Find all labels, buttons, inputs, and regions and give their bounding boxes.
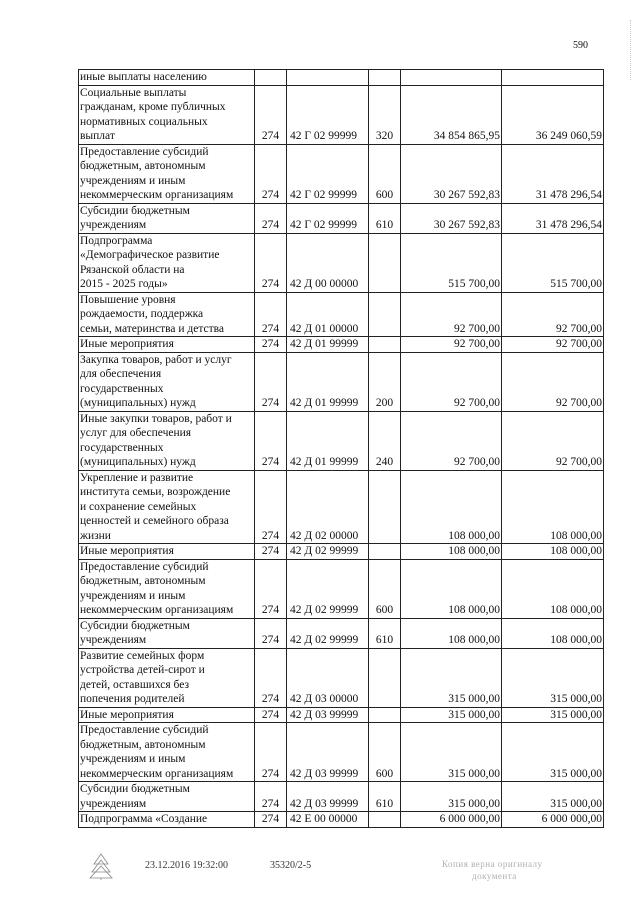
expense-type-code [369,544,401,560]
row-name-line: 2015 - 2025 годы» [80,278,168,290]
row-name-line: жизни [80,529,111,542]
ministry-code: 274 [255,812,287,828]
expense-type-code [369,648,401,707]
article-code: 42 Г 02 99999 [287,144,369,203]
row-name [79,352,255,411]
article-code: 42 Г 02 99999 [287,85,369,144]
amount-2017: 315 000,00 [401,648,502,707]
row-name [79,233,255,292]
row-name-line: государственных [80,382,164,395]
row-name-line: государственных [80,441,164,454]
row-name-line: учреждениям [80,634,147,646]
row-name-line: Субсидии бюджетным [80,783,190,795]
row-name-line: Субсидии бюджетным [80,204,190,217]
article-code: 42 Д 00 00000 [287,233,369,292]
expense-type-code: 200 [369,352,401,411]
row-name-line: некоммерческим организациям [80,189,234,201]
row-name-line: устройства детей-сирот и [80,664,205,676]
row-name [79,203,255,233]
ministry-code: 274 [255,544,287,560]
table-row [79,470,604,544]
amount-2018: 108 000,00 [502,559,604,618]
expense-type-code: 600 [369,144,401,203]
row-name-line: семьи, материнства и детства [80,322,225,335]
row-name-line: учреждениям и иным [80,753,186,765]
row-name-line: детей, оставшихся без [80,678,190,691]
article-code: 42 Д 03 99999 [287,723,369,782]
ministry-code: 274 [255,233,287,292]
amount-2017: 92 700,00 [401,352,502,411]
table-row [79,233,604,292]
row-name-line: Подпрограмма «Создание [80,813,208,825]
amount-2018: 6 000 000,00 [502,812,604,828]
amount-2017 [401,70,502,86]
row-name-line: «Демографическое развитие [80,249,220,261]
ministry-code: 274 [255,470,287,544]
row-name-line: ценностей и семейного образа [80,515,229,527]
row-name-line: учреждениям и иным [80,174,186,187]
amount-2018: 315 000,00 [502,707,604,723]
article-code: 42 Д 01 00000 [287,292,369,337]
amount-2017: 92 700,00 [401,411,502,470]
ministry-code: 274 [255,352,287,411]
row-name-line: Иные мероприятия [80,338,174,350]
article-code: 42 Г 02 99999 [287,203,369,233]
amount-2017: 515 700,00 [401,233,502,292]
row-name-line: Подпрограмма [80,234,153,247]
amount-2017: 30 267 592,83 [401,144,502,203]
row-name-line: Повышение уровня [80,293,176,306]
row-name-line: Иные мероприятия [80,545,174,557]
row-name [79,707,255,723]
ministry-code: 274 [255,648,287,707]
row-name-line: Социальные выплаты [80,86,187,99]
amount-2018: 36 249 060,59 [502,85,604,144]
amount-2017: 92 700,00 [401,337,502,353]
expense-type-code [369,337,401,353]
row-name-line: иные выплаты населению [80,71,207,83]
amount-2017: 108 000,00 [401,544,502,560]
row-name-line: бюджетным, автономным [80,738,206,751]
article-code: 42 Е 00 00000 [287,812,369,828]
row-name [79,812,255,828]
expense-type-code [369,707,401,723]
row-name-line: Развитие семейных форм [80,649,205,662]
row-name [79,544,255,560]
amount-2017: 108 000,00 [401,470,502,544]
row-name-line: учреждениям [80,219,147,231]
stamp-line-2: документа [472,871,517,881]
row-name-line: Укрепление и развитие [80,471,194,484]
edge-mark [630,20,634,80]
certification-stamp [442,858,543,882]
amount-2018: 515 700,00 [502,233,604,292]
amount-2017: 315 000,00 [401,782,502,812]
expense-type-code: 320 [369,85,401,144]
article-code: 42 Д 03 99999 [287,707,369,723]
ministry-code: 274 [255,292,287,337]
amount-2018: 31 478 296,54 [502,203,604,233]
row-name [79,648,255,707]
expense-type-code: 600 [369,723,401,782]
amount-2018: 92 700,00 [502,337,604,353]
row-name-line: некоммерческим организациям [80,767,234,780]
expense-type-code [369,292,401,337]
expense-type-code: 240 [369,411,401,470]
row-name-line: Предоставление субсидий [80,145,209,158]
row-name [79,292,255,337]
article-code: 42 Д 01 99999 [287,337,369,353]
table-row [79,544,604,560]
table-row [79,203,604,233]
amount-2018: 108 000,00 [502,618,604,648]
ministry-code: 274 [255,411,287,470]
row-name-line: и сохранение семейных [80,500,197,513]
row-name-line: учреждениям и иным [80,589,186,602]
article-code: 42 Д 02 99999 [287,618,369,648]
expense-type-code: 610 [369,782,401,812]
ministry-code: 274 [255,707,287,723]
row-name-line: бюджетным, автономным [80,160,206,172]
row-name [79,85,255,144]
row-name-line: Субсидии бюджетным [80,619,190,632]
row-name-line: Иные закупки товаров, работ и [80,412,232,425]
ministry-code: 274 [255,618,287,648]
amount-2017: 108 000,00 [401,618,502,648]
table-row [79,618,604,648]
row-name [79,618,255,648]
amount-2017: 34 854 865,95 [401,85,502,144]
table-row [79,411,604,470]
amount-2018 [502,70,604,86]
amount-2017: 30 267 592,83 [401,203,502,233]
article-code: 42 Д 02 99999 [287,544,369,560]
row-name-line: бюджетным, автономным [80,575,206,587]
amount-2017: 6 000 000,00 [401,812,502,828]
row-name-line: Рязанской области на [80,263,185,276]
table-row [79,144,604,203]
amount-2018: 92 700,00 [502,292,604,337]
row-name [79,723,255,782]
article-code: 42 Д 03 00000 [287,648,369,707]
article-code: 42 Д 01 99999 [287,352,369,411]
amount-2018: 31 478 296,54 [502,144,604,203]
row-name-line: (муниципальных) нужд [80,397,196,409]
expense-type-code [369,470,401,544]
row-name-line: попечения родителей [80,693,185,705]
row-name [79,337,255,353]
budget-table [78,69,604,828]
table-row [79,85,604,144]
row-name [79,782,255,812]
footer-doc-code: 35320/2-5 [270,860,312,871]
ministry-code [255,70,287,86]
row-name [79,559,255,618]
amount-2018: 92 700,00 [502,352,604,411]
ministry-code: 274 [255,337,287,353]
row-name-line: нормативных социальных [80,115,208,128]
row-name-line: гражданам, кроме публичных [80,101,226,113]
ministry-code: 274 [255,203,287,233]
amount-2018: 315 000,00 [502,782,604,812]
amount-2017: 315 000,00 [401,707,502,723]
table-row [79,70,604,86]
row-name-line: некоммерческим организациям [80,604,234,616]
row-name-line: института семьи, возрождение [80,486,231,498]
article-code [287,70,369,86]
article-code: 42 Д 03 99999 [287,782,369,812]
amount-2017: 315 000,00 [401,723,502,782]
expense-type-code: 600 [369,559,401,618]
row-name-line: Предоставление субсидий [80,724,209,736]
article-code: 42 Д 02 99999 [287,559,369,618]
article-code: 42 Д 02 00000 [287,470,369,544]
ministry-code: 274 [255,559,287,618]
ministry-code: 274 [255,85,287,144]
ministry-code: 274 [255,723,287,782]
table-row [79,559,604,618]
amount-2018: 108 000,00 [502,544,604,560]
row-name-line: Иные мероприятия [80,708,174,721]
stamp-line-1: Копия верна оригиналу [442,859,543,869]
row-name-line: для обеспечения [80,368,162,380]
ministry-code: 274 [255,782,287,812]
amount-2017: 92 700,00 [401,292,502,337]
amount-2018: 315 000,00 [502,648,604,707]
table-row [79,292,604,337]
page-number: 590 [573,40,588,51]
row-name [79,411,255,470]
expense-type-code: 610 [369,618,401,648]
table-row [79,337,604,353]
ministry-code: 274 [255,144,287,203]
table-row [79,782,604,812]
table-row [79,723,604,782]
logo-icon [88,852,114,880]
row-name-line: выплат [80,130,115,142]
amount-2017: 108 000,00 [401,559,502,618]
table-row [79,812,604,828]
row-name-line: услуг для обеспечения [80,427,192,439]
table-row [79,352,604,411]
amount-2018: 92 700,00 [502,411,604,470]
amount-2018: 315 000,00 [502,723,604,782]
expense-type-code [369,233,401,292]
expense-type-code [369,812,401,828]
row-name-line: Предоставление субсидий [80,560,209,573]
footer-datetime: 23.12.2016 19:32:00 [145,860,229,871]
row-name [79,470,255,544]
row-name-line: (муниципальных) нужд [80,456,196,468]
expense-type-code: 610 [369,203,401,233]
row-name-line: рождаемости, поддержка [80,308,204,320]
row-name [79,144,255,203]
expense-type-code [369,70,401,86]
table-row [79,707,604,723]
amount-2018: 108 000,00 [502,470,604,544]
row-name-line: Закупка товаров, работ и услуг [80,353,232,366]
article-code: 42 Д 01 99999 [287,411,369,470]
row-name-line: учреждениям [80,797,147,810]
table-row [79,648,604,707]
table-body [79,70,604,828]
row-name [79,70,255,86]
